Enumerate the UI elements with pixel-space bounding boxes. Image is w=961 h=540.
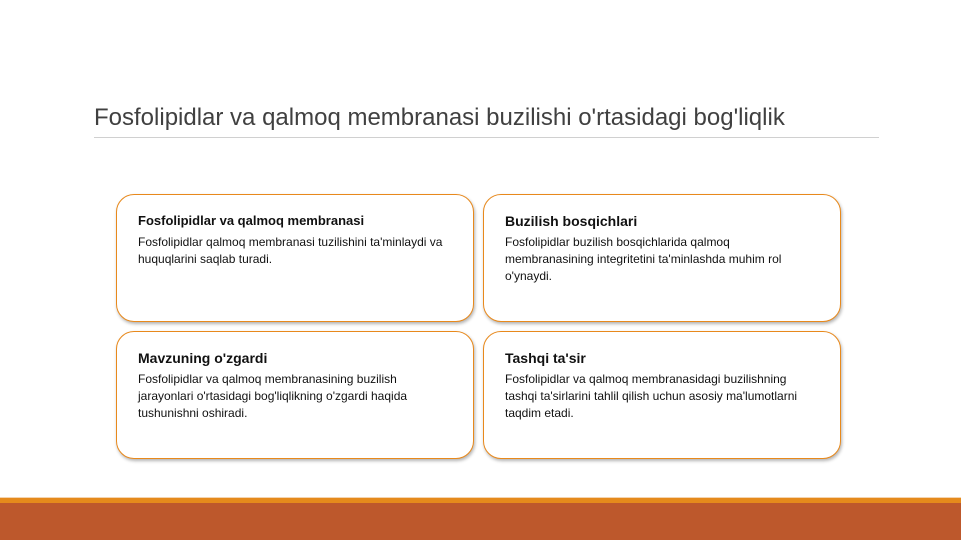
card-text: Fosfolipidlar va qalmoq membranasining buzilish jarayonlari o'rtasidagi bog'liqlikning o'zgardi haqida tushunishni oshiradi. [138,372,408,420]
card-mavzu [116,331,474,459]
card-heading: Mavzuning o'zgardi [138,350,268,366]
card-buzilish [483,194,841,322]
card-heading: Fosfolipidlar va qalmoq membranasi [138,213,365,228]
card-text: Fosfolipidlar qalmoq membranasi tuzilishini ta'minlaydi va huquqlarini saqlab turadi. [138,235,443,266]
card-heading: Tashqi ta'sir [505,350,586,366]
card-text: Fosfolipidlar buzilish bosqichlarida qalmoq membranasining integritetini ta'minlashda muhim rol o'ynaydi. [505,235,782,283]
footer-band [0,503,961,540]
card-heading: Buzilish bosqichlari [505,213,638,229]
slide-title: Fosfolipidlar va qalmoq membranasi buzilishi o'rtasidagi bog'liqlik [94,104,785,131]
card-tashqi [483,331,841,459]
card-fosfolipidlar [116,194,474,322]
card-text: Fosfolipidlar va qalmoq membranasidagi buzilishning tashqi ta'sirlarini tahlil qilish uchun asosiy ma'lumotlarni taqdim etadi. [505,372,798,420]
title-divider [94,137,879,138]
